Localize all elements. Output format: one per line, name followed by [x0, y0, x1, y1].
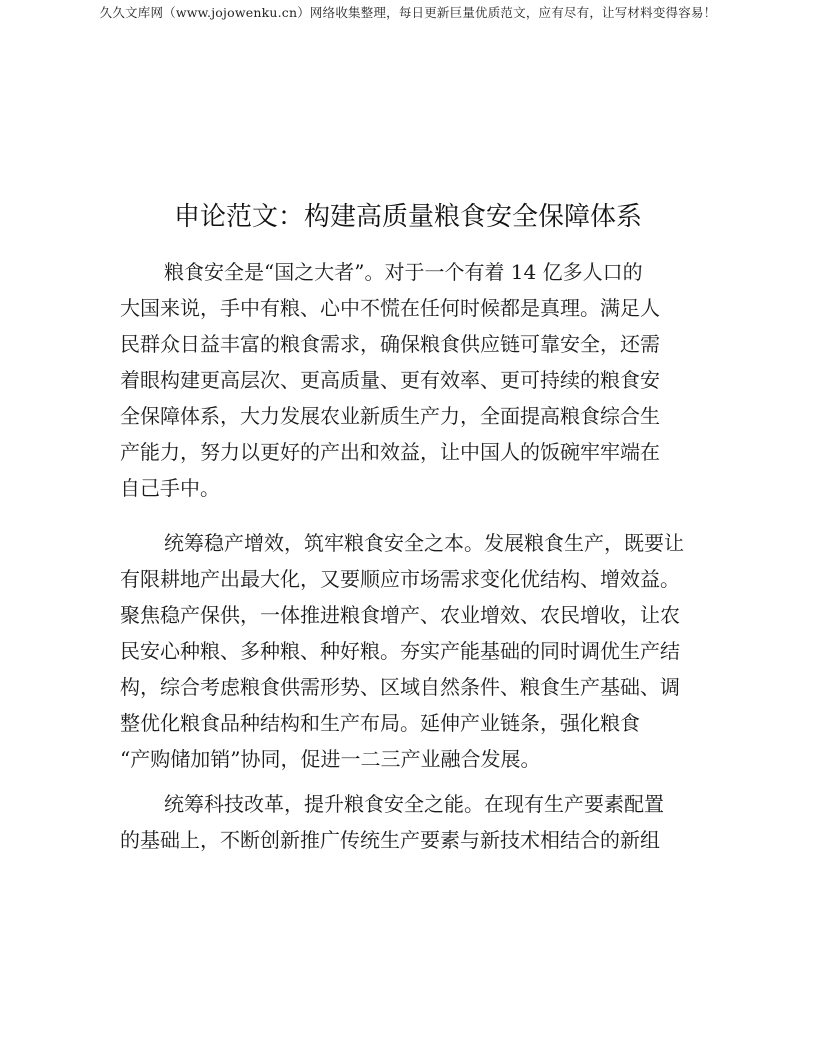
paragraph-line: 构，综合考虑粮食供需形势、区域自然条件、粮食生产基础、调: [120, 675, 680, 699]
paragraph-line: 民安心种粮、多种粮、种好粮。夯实产能基础的同时调优生产结: [120, 639, 680, 663]
header-note: 久久文库网（www.jojowenku.cn）网络收集整理，每日更新巨量优质范文，应有尽有，让写材料变得容易！: [99, 5, 717, 20]
paragraph-line: 整优化粮食品种结构和生产布局。延伸产业链条，强化粮食: [120, 711, 640, 735]
paragraph-line: 粮食安全是“国之大者”。对于一个有着 14 亿多人口的: [164, 260, 643, 284]
paragraph-line: 自己手中。: [120, 476, 220, 500]
paragraph-1: [120, 254, 716, 506]
paragraph-line: 大国来说，手中有粮、心中不慌在任何时候都是真理。满足人: [120, 296, 660, 320]
paragraph-line: 的基础上，不断创新推广传统生产要素与新技术相结合的新组: [120, 828, 660, 852]
paragraph-3: [120, 786, 716, 858]
paragraph-2: [120, 525, 716, 777]
paragraph-line: 统筹稳产增效，筑牢粮食安全之本。发展粮食生产，既要让: [164, 531, 684, 555]
paragraph-line: 产能力，努力以更好的产出和效益，让中国人的饭碗牢牢端在: [120, 440, 660, 464]
paragraph-line: 有限耕地产出最大化，又要顺应市场需求变化优结构、增效益。: [120, 567, 680, 591]
paragraph-line: 全保障体系，大力发展农业新质生产力，全面提高粮食综合生: [120, 404, 660, 428]
paragraph-line: 民群众日益丰富的粮食需求，确保粮食供应链可靠安全，还需: [120, 332, 660, 356]
document-title: 申论范文：构建高质量粮食安全保障体系: [173, 202, 642, 232]
paragraph-line: 着眼构建更高层次、更高质量、更有效率、更可持续的粮食安: [120, 368, 660, 392]
paragraph-line: 统筹科技改革，提升粮食安全之能。在现有生产要素配置: [164, 792, 664, 816]
paragraph-line: 聚焦稳产保供，一体推进粮食增产、农业增效、农民增收，让农: [120, 603, 680, 627]
paragraph-line: “产购储加销”协同，促进一二三产业融合发展。: [120, 747, 541, 771]
